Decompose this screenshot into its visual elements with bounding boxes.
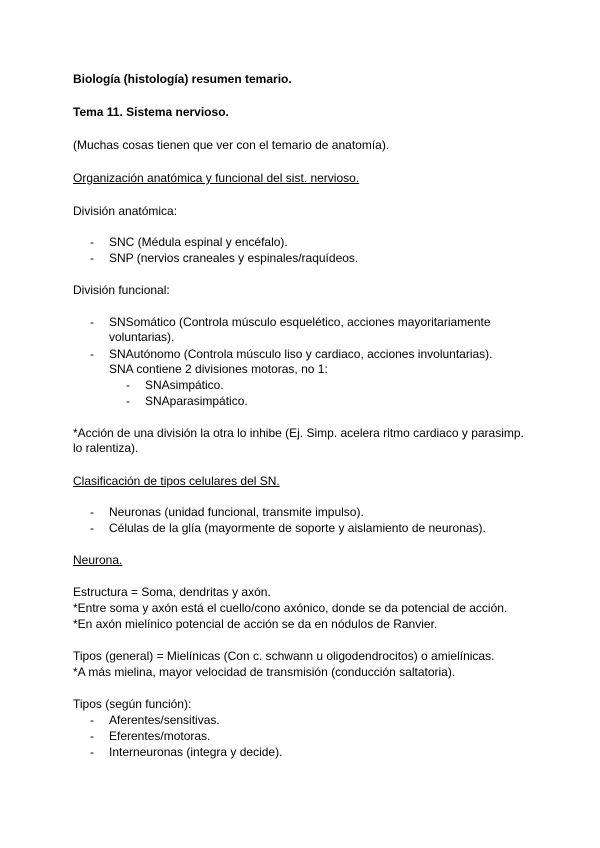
document-title: Biología (histología) resumen temario. [73, 72, 292, 86]
list-bullet: - [126, 378, 130, 392]
list-bullet: - [90, 347, 94, 361]
list-bullet: - [90, 505, 94, 519]
list-bullet: - [90, 235, 94, 249]
intro-text: (Muchas cosas tienen que ver con el temario de anatomía). [73, 138, 390, 152]
list-item: SNAparasimpático. [145, 394, 248, 408]
list-item: SNC (Médula espinal y encéfalo). [109, 235, 288, 249]
list-bullet: - [90, 729, 94, 743]
list-item: SNAutónomo (Controla músculo liso y cardiaco, acciones involuntarias). [109, 347, 493, 361]
inhibition-note-line2: lo ralentiza). [73, 441, 139, 455]
list-item: Aferentes/sensitivas. [109, 713, 220, 727]
list-bullet: - [90, 745, 94, 759]
section-heading-organization: Organización anatómica y funcional del sist. nervioso. [73, 171, 360, 185]
types-function-label: Tipos (según función): [73, 697, 192, 711]
list-item-continuation: SNA contiene 2 divisiones motoras, no 1: [109, 362, 328, 376]
list-item: SNP (nervios craneales y espinales/raquídeos. [109, 251, 359, 265]
list-item: Células de la glía (mayormente de soporte y aislamiento de neuronas). [109, 521, 486, 535]
list-bullet: - [126, 394, 130, 408]
list-item: Interneuronas (integra y decide). [109, 745, 283, 759]
list-item: SNAsimpático. [145, 378, 224, 392]
axon-hillock-note: *Entre soma y axón está el cuello/cono axónico, donde se da potencial de acción. [73, 601, 508, 615]
ranvier-note: *En axón mielínico potencial de acción se da en nódulos de Ranvier. [73, 617, 438, 631]
list-item: Neuronas (unidad funcional, transmite impulso). [109, 505, 364, 519]
functional-division-label: División funcional: [73, 283, 170, 297]
topic-heading: Tema 11. Sistema nervioso. [73, 105, 229, 119]
anatomical-division-label: División anatómica: [73, 204, 178, 218]
structure-text: Estructura = Soma, dendritas y axón. [73, 585, 271, 599]
list-item: Eferentes/motoras. [109, 729, 211, 743]
list-item: SNSomático (Controla músculo esquelético, acciones mayoritariamente [109, 315, 491, 329]
list-bullet: - [90, 521, 94, 535]
myelin-note: *A más mielina, mayor velocidad de transmisión (conducción saltatoria). [73, 665, 456, 679]
types-general-text: Tipos (general) = Mielínicas (Con c. schwann u oligodendrocitos) o amielínicas. [73, 649, 495, 663]
list-bullet: - [90, 251, 94, 265]
list-bullet: - [90, 713, 94, 727]
section-heading-cell-types: Clasificación de tipos celulares del SN. [73, 474, 280, 488]
list-item-continuation: voluntarias). [109, 330, 175, 344]
inhibition-note-line1: *Acción de una división la otra lo inhibe (Ej. Simp. acelera ritmo cardiaco y parasimp. [73, 426, 524, 440]
section-heading-neuron: Neurona. [73, 553, 123, 567]
list-bullet: - [90, 315, 94, 329]
